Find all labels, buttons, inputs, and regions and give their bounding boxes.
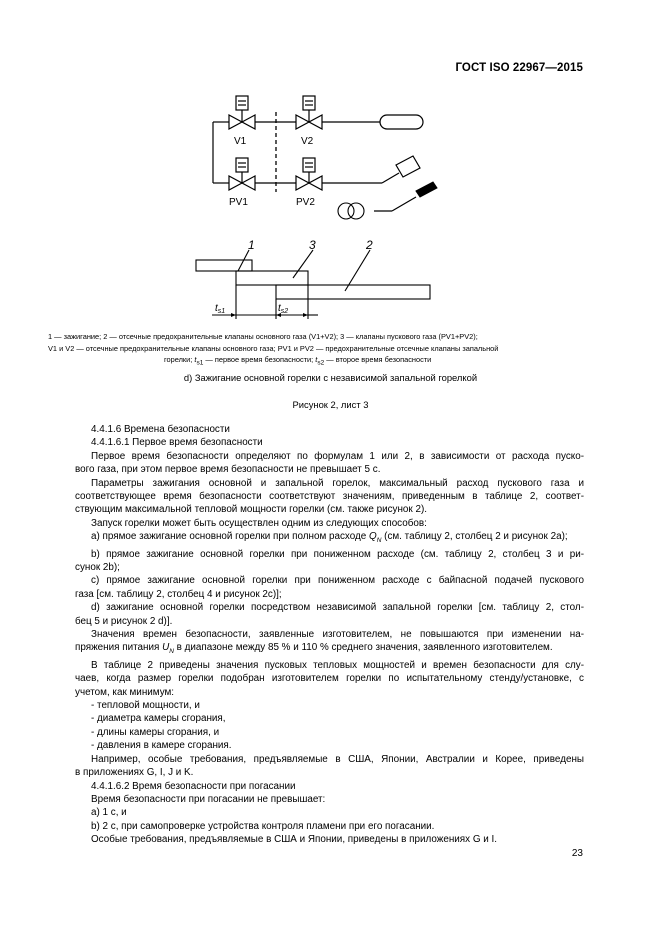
main-burner [380, 115, 423, 129]
paragraph: Например, особые требования, предъявляемые в США, Японии, Австралии и Корее, приведены [91, 753, 584, 765]
list-item: c) прямое зажигание основной горелки при пониженном расходе с байпасной подачей пускового [91, 575, 584, 587]
paragraph: учетом, как минимум: [75, 686, 175, 698]
paragraph: Запуск горелки может быть осуществлен одним из следующих способов: [91, 517, 427, 529]
body-text [75, 423, 584, 847]
figure-caption: Рисунок 2, лист 3 [292, 399, 369, 410]
paragraph: в приложениях G, I, J и K. [75, 767, 194, 779]
list-item: - длины камеры сгорания, и [91, 726, 220, 738]
subfigure-caption: d) Зажигание основной горелки с независимой запальной горелкой [183, 372, 478, 383]
pilot-burner [382, 156, 420, 183]
list-item: сунок 2b); [75, 562, 120, 574]
legend-line-2: V1 и V2 — отсечные предохранительные клапаны основного газа; PV1 и PV2 — предохранительные отсечные клапаны запальной [48, 343, 499, 353]
label-3: 3 [309, 238, 316, 252]
paragraph: ствующим максимальной тепловой мощности горелки (см. также рисунок 2). [75, 504, 427, 516]
paragraph: соответствующее время безопасности соответствуют значениям, приведенным в таблице 2, соответ- [75, 491, 584, 503]
paragraph: вого газа, при этом первое время безопасности не превышает 5 с. [75, 464, 381, 476]
valve-pv2 [296, 158, 322, 190]
paragraph: Первое время безопасности определяют по формулам 1 или 2, в зависимости от расхода пуско- [91, 450, 584, 462]
bar-ignition [196, 260, 252, 271]
paragraph: пряжения питания $U_N$ в диапазоне между 85 % и 110 % среднего значения, заявленного изготовителем. [75, 642, 553, 656]
page-number: 23 [571, 848, 583, 859]
ignition-electrode [416, 182, 437, 197]
label-v2: V2 [301, 136, 314, 147]
ignition-transformer [338, 203, 364, 219]
label-pv2: PV2 [296, 197, 315, 208]
legend-line-3: горелки; $t_{s1}$ — первое время безопасности; $t_{s2}$ — второе время безопасности [164, 355, 432, 367]
list-item: a) 1 с, и [91, 807, 127, 819]
label-1: 1 [248, 238, 255, 252]
list-item: d) зажигание основной горелки посредством независимой запальной горелки [см. таблицу 2, стол- [91, 602, 584, 614]
paragraph: Значения времен безопасности, заявленные изготовителем, не повышаются при изменении на- [91, 629, 584, 641]
label-ts2: $t_{s2}$ [278, 303, 289, 315]
timing-diagram [196, 250, 430, 319]
paragraph: чаев, когда размер горелки подобран изготовителем горелки по испытательному стенду/установке, с [75, 673, 584, 685]
paragraph: Время безопасности при погасании не превышает: [91, 793, 326, 805]
valve-v2 [296, 96, 322, 129]
list-item: газа [см. таблицу 2, столбец 4 и рисунок 2c)]; [75, 588, 282, 600]
bar-pilot-valves [236, 271, 308, 285]
list-item: b) прямое зажигание основной горелки при пониженном расходе (см. таблицу 2, столбец 3 и ри- [91, 548, 584, 560]
paragraph: Параметры зажигания основной и запальной горелок, максимальный расход пускового газа и [91, 477, 584, 489]
paragraph: Особые требования, предъявляемые в США и Японии, приведены в приложениях G и I. [91, 834, 497, 846]
valve-v1 [229, 96, 255, 129]
label-ts1: $t_{s1}$ [215, 303, 226, 315]
paragraph: В таблице 2 приведены значения пусковых тепловых мощностей и времен безопасности для слу- [91, 659, 584, 671]
list-item: b) 2 с, при самопроверке устройства контроля пламени при его погасании. [91, 820, 435, 832]
list-item: - диаметра камеры сгорания, [91, 713, 226, 725]
section-heading: 4.4.1.6 Времена безопасности [91, 424, 230, 435]
label-2: 2 [366, 238, 373, 252]
valve-pv1 [229, 158, 255, 190]
label-pv1: PV1 [229, 197, 248, 208]
gas-valve-schematic [0, 0, 661, 330]
document-header: ГОСТ ISO 22967—2015 [455, 62, 583, 74]
list-item: a) прямое зажигание основной горелки при полном расходе $Q_N$ (см. таблицу 2, столбец 2 и рисунок 2a); [91, 531, 568, 545]
list-item: - давления в камере сгорания. [91, 740, 232, 752]
legend-line-1: 1 — зажигание; 2 — отсечные предохранительные клапаны основного газа (V1+V2); 3 — клапаны пускового газа (PV1+PV2); [48, 332, 478, 341]
subsection-heading: 4.4.1.6.2 Время безопасности при погасании [91, 780, 296, 792]
bar-main-valves [276, 285, 430, 299]
subsection-heading: 4.4.1.6.1 Первое время безопасности [91, 437, 263, 449]
list-item: бец 5 и рисунок 2 d)]. [75, 615, 173, 627]
label-v1: V1 [234, 136, 247, 147]
figure-legend [48, 331, 586, 369]
list-item: - тепловой мощности, и [91, 700, 200, 712]
